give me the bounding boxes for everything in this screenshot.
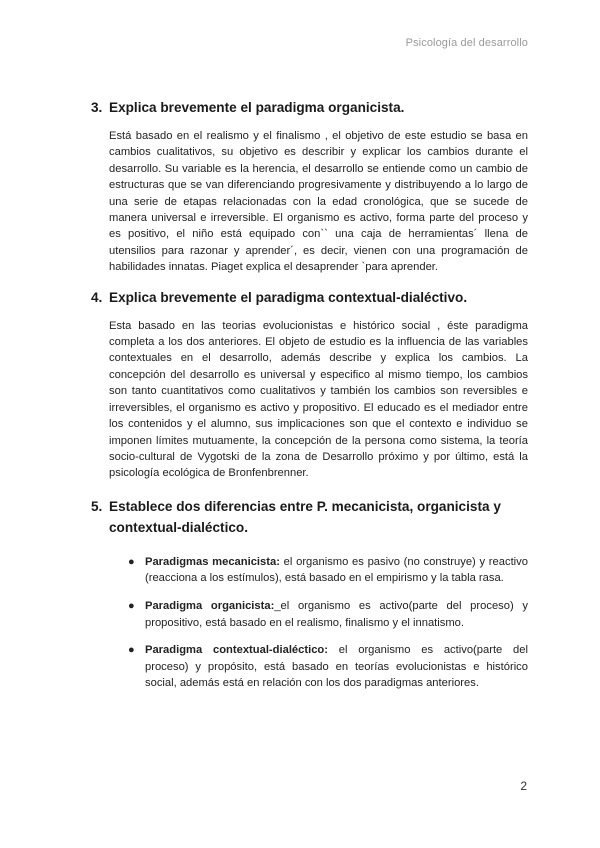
section-number: 5. bbox=[91, 498, 103, 514]
section-5 bbox=[91, 496, 528, 692]
differences-list bbox=[91, 554, 528, 692]
section-heading bbox=[91, 98, 528, 118]
list-item bbox=[91, 598, 528, 631]
bullet-icon: ● bbox=[128, 599, 135, 612]
page-content bbox=[91, 98, 528, 703]
section-heading bbox=[91, 496, 528, 538]
section-title: Explica brevemente el paradigma contextual-dialéctivo. bbox=[109, 289, 468, 305]
section-title: Explica brevemente el paradigma organicista. bbox=[109, 100, 405, 115]
list-item bbox=[91, 642, 528, 692]
running-head: Psicología del desarrollo bbox=[405, 37, 528, 49]
page-number: 2 bbox=[520, 779, 527, 793]
bullet-label: Paradigma organicista: bbox=[145, 599, 275, 612]
bullet-text: el organismo es activo(parte del proceso) y propósito, está basado en teorías evolucionistas e histórico social, además está en relación con los dos paradigmas anteriores. bbox=[145, 644, 528, 690]
bullet-label: Paradigma contextual-dialéctico: bbox=[145, 644, 328, 657]
section-number: 3. bbox=[91, 100, 103, 115]
section-heading bbox=[91, 288, 528, 308]
section-paragraph: Está basado en el realismo y el finalismo , el objetivo de este estudio se basa en cambios cualitativos, su objetivo es describir y explicar los cambios durante el desarrollo. Su variable es la herencia, el desarrollo se entiende como un cambio de estructuras que se van diferenciando progresivamente y distribuyendo a lo largo de una serie de etapas relacionadas con la edad cronológica, que se sucede de manera universal e irreversible. El organismo es activo, forma parte del proceso y es positivo, el niño está equipado con`` una caja de herramientas´ llena de utensilios para razonar y aprender´, es decir, vienen con una programación de habilidades innatas. Piaget explica el desaprender `para aprender. bbox=[109, 130, 528, 274]
section-number: 4. bbox=[91, 289, 103, 305]
list-item bbox=[91, 554, 528, 587]
section-3 bbox=[91, 98, 528, 276]
section-4 bbox=[91, 288, 528, 482]
bullet-text: _el organismo es activo(parte del proceso) y propositivo, está basado en el realismo, finalismo y el innatismo. bbox=[145, 599, 528, 629]
bullet-icon: ● bbox=[128, 555, 135, 568]
bullet-icon: ● bbox=[128, 644, 135, 657]
section-paragraph: Esta basado en las teorias evolucionistas e histórico social , éste paradigma completa a los dos anteriores. El objeto de estudio es la influencia de las variables contextuales en el desarrollo, además describe y explica los cambios. La concepción del desarrollo es universal y especifico al mismo tiempo, los cambios son tanto cuantitativos como cualitativos y también los cambios son reversibles e irreversibles, el organismo es activo y propositivo. El educado es el mediador entre los contenidos y el alumno, sus implicaciones son que el contexto e individuo se imponen límites mutuamente, la concepción de la persona como sistema, la teoría socio-cultural de Vygotski de la zona de Desarrollo próximo y por último, está la psicología ecológica de Bronfenbrenner. bbox=[109, 319, 528, 480]
bullet-label: Paradigmas mecanicista: bbox=[145, 555, 280, 568]
section-title: Establece dos diferencias entre P. mecanicista, organicista y contextual-dialéctico. bbox=[109, 498, 501, 535]
bullet-text: el organismo es pasivo (no construye) y reactivo (reacciona a los estímulos), está basado en el empirismo y la tabla rasa. bbox=[145, 555, 528, 585]
